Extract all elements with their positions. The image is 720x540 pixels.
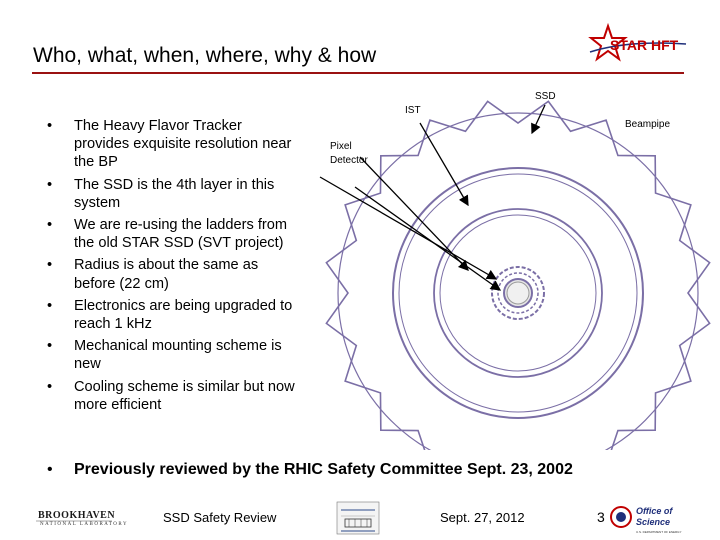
title-divider [32,72,684,74]
label-ist: IST [405,105,421,116]
slide-title: Who, what, when, where, why & how [33,44,377,67]
label-ssd: SSD [535,91,556,102]
bullet-item: • Radius is about the same as before (22 cm) [40,256,300,292]
bullet-item: • We are re-using the ladders from the old STAR SSD (SVT project) [40,216,300,252]
arrow-beampipe-1 [320,177,496,279]
label-beampipe: Beampipe [625,119,671,130]
label-pixel-line2: Detector [330,155,368,166]
office-of-science-logo [608,502,688,536]
ssd-ladder-logo [335,500,381,536]
bnl-logo-subtitle: NATIONAL LABORATORY [40,522,129,527]
bullet-item: • Mechanical mounting scheme is new [40,337,300,373]
svg-text:Science: Science [636,517,671,527]
arrow-beampipe-2 [355,187,500,290]
footer-review: SSD Safety Review [163,510,277,525]
ssd-ring [326,101,709,450]
bullet-list [40,117,300,418]
page-number: 3 [597,509,605,525]
bullet-item: • The SSD is the 4th layer in this system [40,176,300,212]
logo-text: STAR HFT [610,37,679,53]
beampipe-shape [504,279,532,307]
bullet-item: • The Heavy Flavor Tracker provides exquisite resolution near the BP [40,117,300,172]
bullet-item: • Cooling scheme is similar but now more efficient [40,378,300,414]
bnl-logo-name: BROOKHAVEN [38,510,116,521]
svg-text:Office of: Office of [636,506,673,516]
footer-date: Sept. 27, 2012 [440,510,525,525]
label-pixel-line1: Pixel [330,141,352,152]
detector-rings [326,101,709,450]
svg-text:U.S. DEPARTMENT OF ENERGY: U.S. DEPARTMENT OF ENERGY [636,530,682,534]
bullet-item: • Electronics are being upgraded to reach 1 kHz [40,297,300,333]
detector-diagram [300,85,720,450]
